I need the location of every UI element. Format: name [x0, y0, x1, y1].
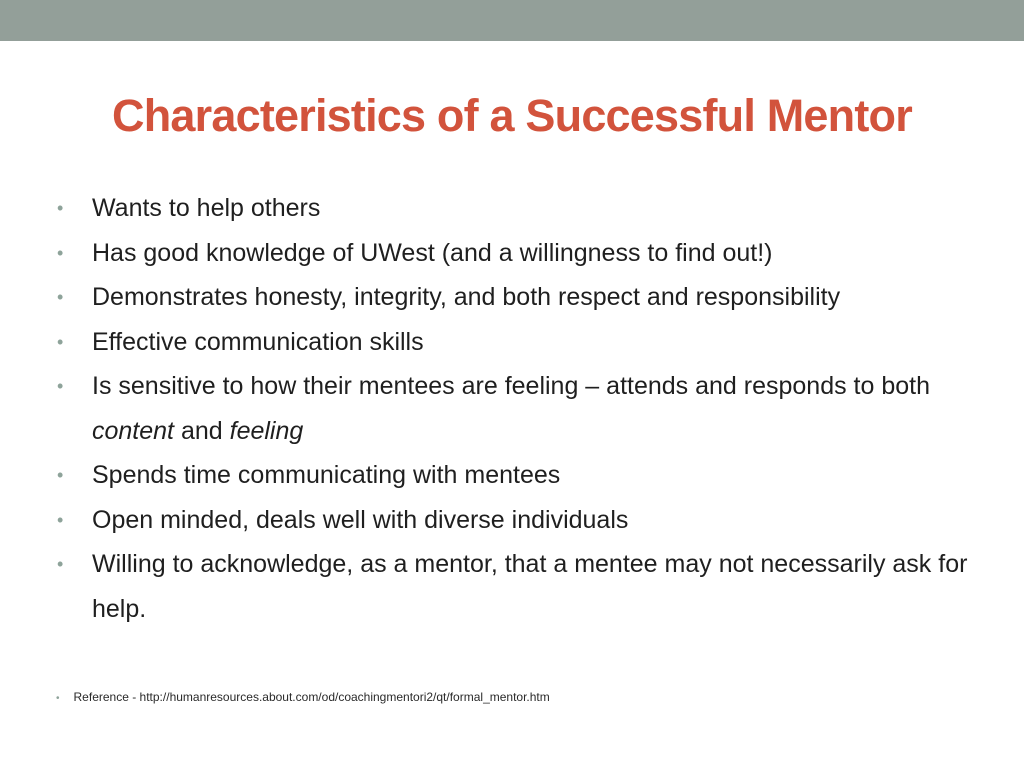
bullet-item: [56, 364, 976, 453]
bullet-text: Willing to acknowledge, as a mentor, that a mentee may not necessarily ask for help.: [92, 550, 968, 623]
bullet-item: [56, 275, 976, 320]
reference-note: [56, 688, 976, 708]
bullet-text: Effective communication skills: [92, 327, 424, 356]
bullet-item: [56, 186, 976, 231]
bullet-icon: •: [57, 376, 64, 396]
bullet-text-mid: and: [174, 416, 230, 445]
bullet-icon: •: [56, 693, 60, 704]
bullet-icon: •: [57, 198, 64, 218]
reference-text: Reference - http://humanresources.about.com/od/coachingmentori2/qt/formal_mentor.htm: [73, 690, 550, 704]
bullet-text-start: Is sensitive to how their mentees are feeling – attends and responds to both: [92, 372, 931, 400]
bullet-icon: •: [57, 465, 64, 485]
bullet-item: [56, 231, 976, 276]
bullet-text: Wants to help others: [92, 194, 321, 222]
top-band: [0, 0, 1024, 41]
bullet-item: [56, 498, 976, 543]
bullet-text: Demonstrates honesty, integrity, and both respect and responsibility: [92, 283, 841, 311]
slide-title: Characteristics of a Successful Mentor: [112, 90, 912, 141]
bullet-icon: •: [57, 242, 64, 263]
bullet-text: Has good knowledge of UWest (and a willingness to find out!): [92, 238, 773, 267]
bullet-text: Spends time communicating with mentees: [92, 461, 561, 489]
bullet-icon: •: [57, 509, 64, 530]
bullet-icon: •: [57, 287, 64, 307]
emphasis-feeling: feeling: [229, 416, 304, 445]
bullet-item: [56, 320, 976, 365]
bullet-item: [56, 453, 976, 498]
bullet-icon: •: [57, 554, 64, 574]
bullet-item: [56, 542, 976, 631]
bullet-text: Open minded, deals well with diverse individuals: [92, 505, 629, 534]
emphasis-content: content: [92, 416, 175, 445]
bullet-icon: •: [57, 331, 64, 352]
bullet-list: [56, 186, 976, 631]
